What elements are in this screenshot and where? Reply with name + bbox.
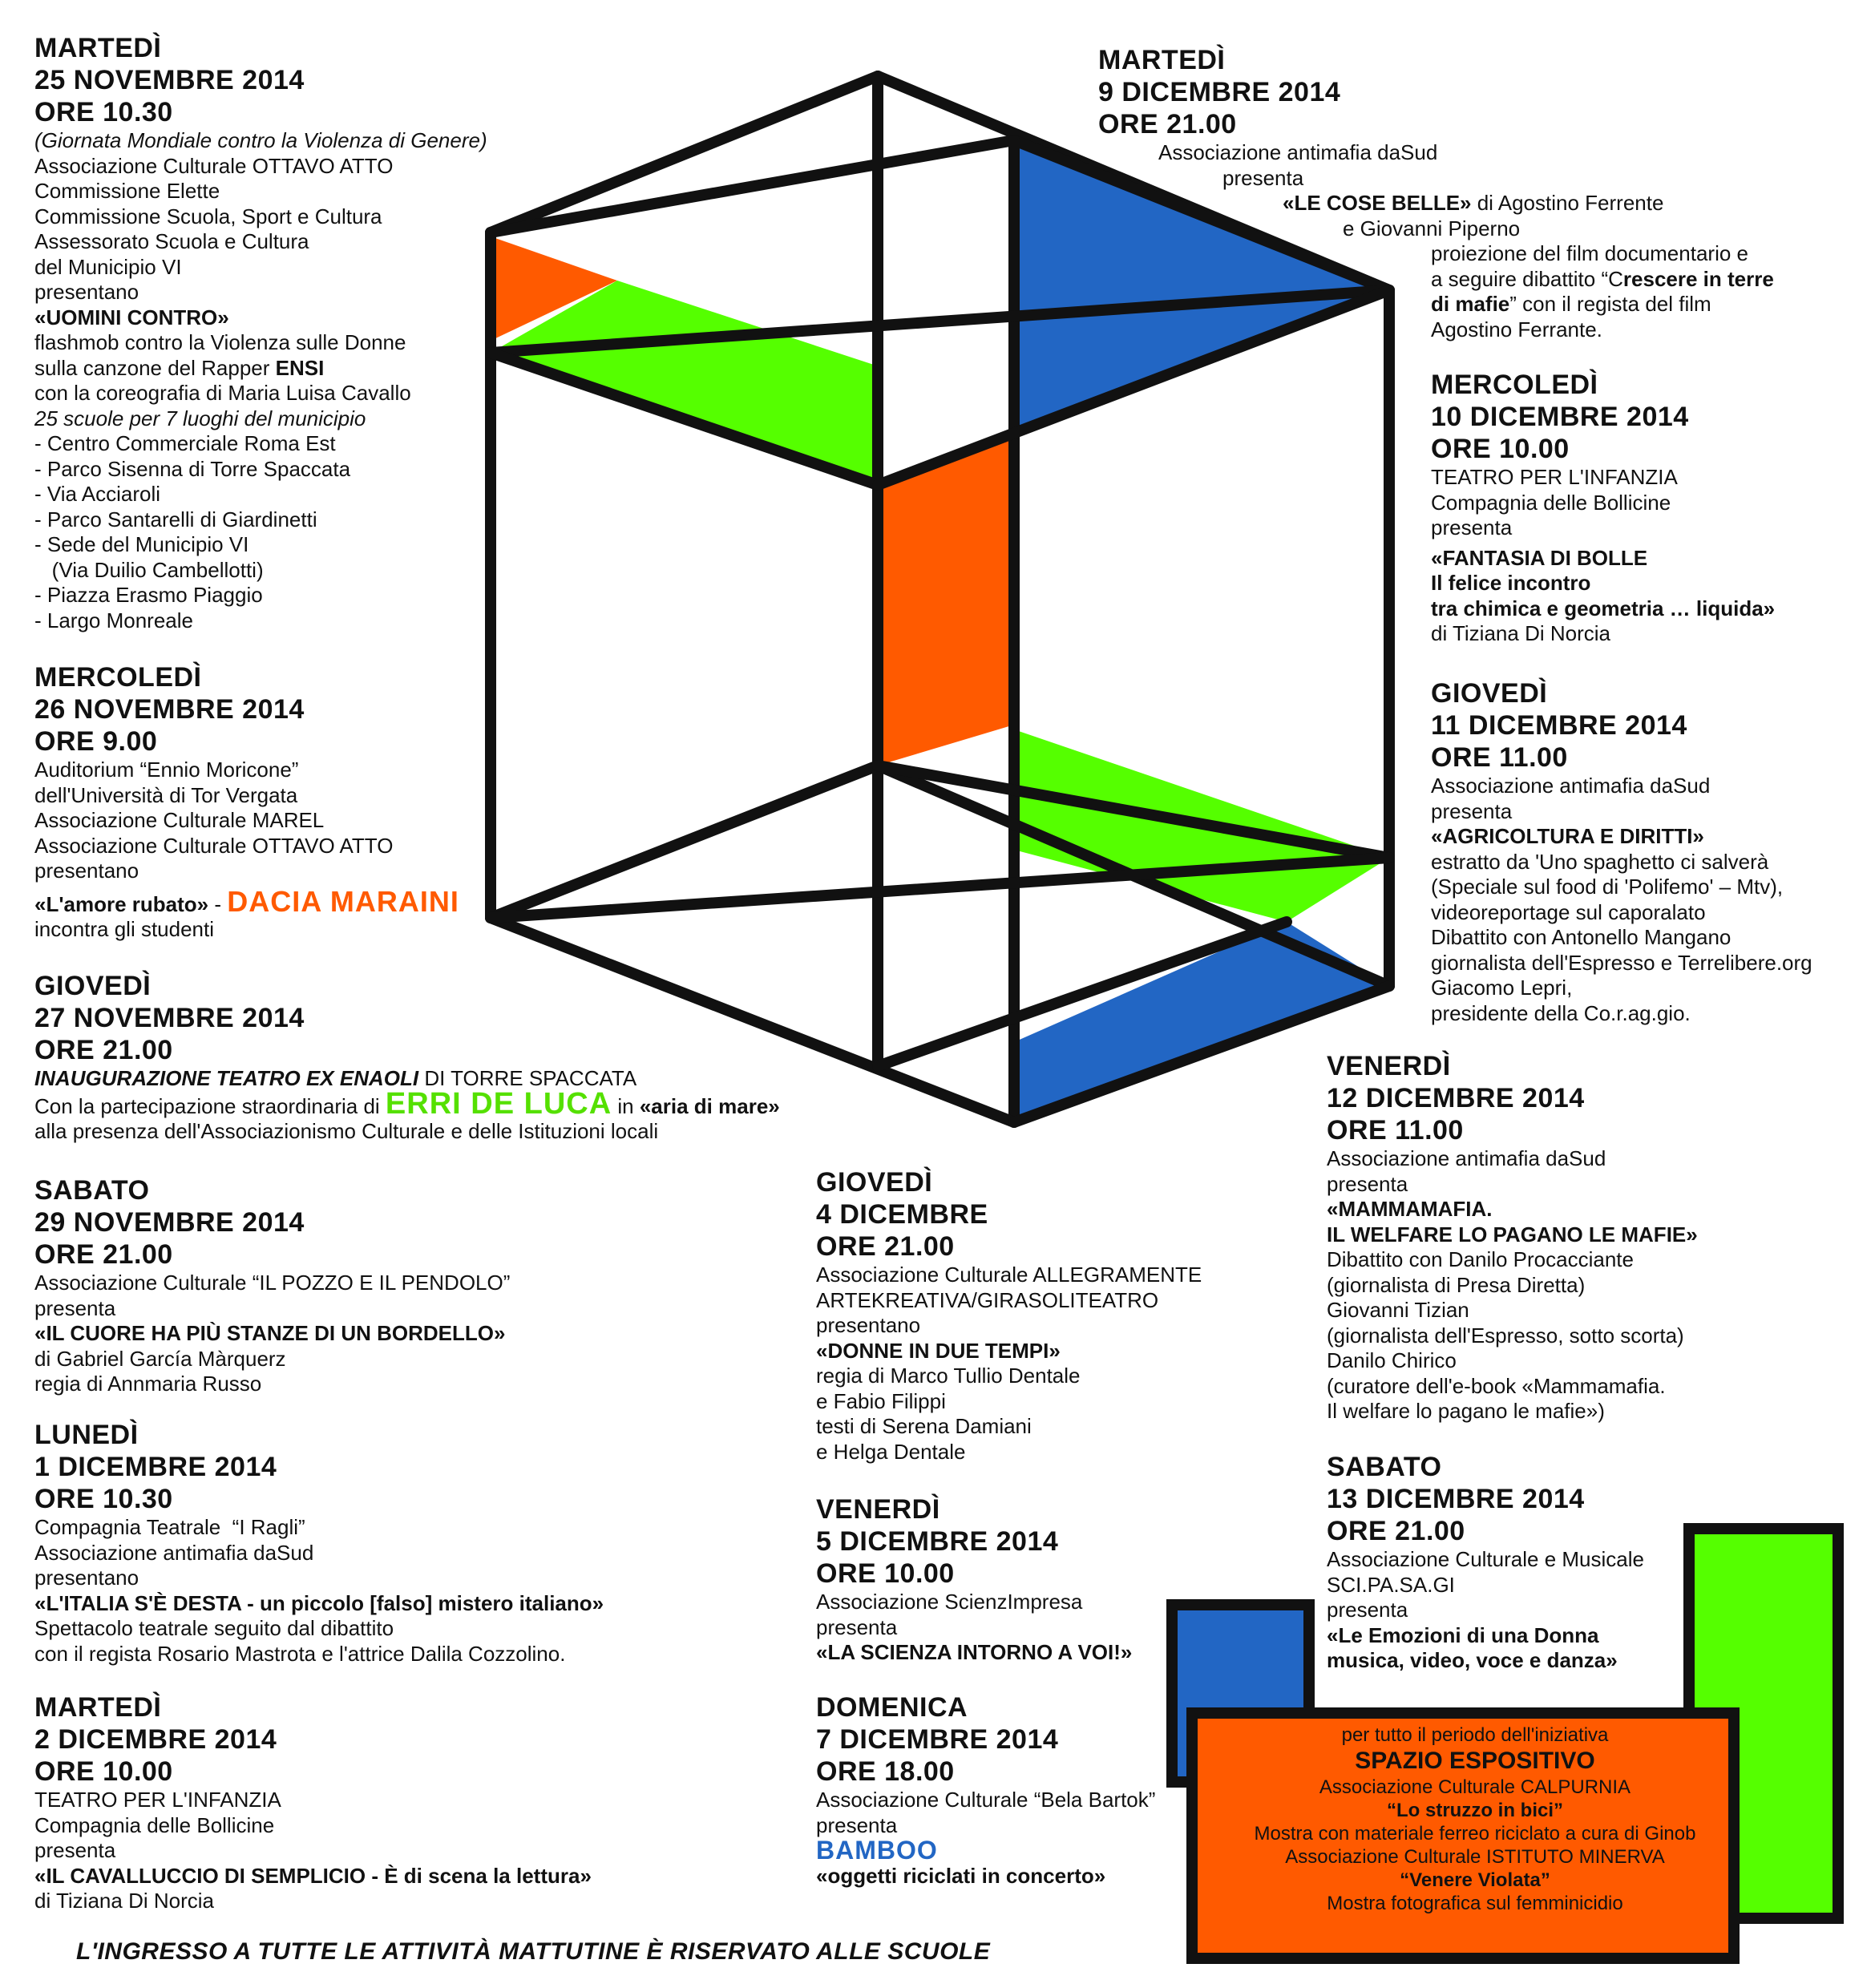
event-desc: ” con il regista del film xyxy=(1509,292,1711,316)
event-desc: con il regista Rosario Mastrota e l'attrice Dalila Cozzolino. xyxy=(34,1641,566,1666)
event-desc: Danilo Chirico xyxy=(1327,1348,1457,1372)
event-day: MERCOLEDÌ xyxy=(1431,370,1598,400)
place-item: (Via Duilio Cambellotti) xyxy=(34,557,264,582)
event-9-dic xyxy=(1098,44,1774,342)
expo-work-1: “Lo struzzo in bici” xyxy=(1387,1800,1563,1821)
event-10-dic xyxy=(1431,369,1775,647)
event-time: ORE 10.30 xyxy=(34,1484,173,1514)
orange-panel-center xyxy=(878,437,1012,766)
event-line: Compagnia delle Bollicine xyxy=(1431,490,1671,515)
event-title: «IL CUORE HA PIÙ STANZE DI UN BORDELLO» xyxy=(34,1321,506,1345)
event-line: presenta xyxy=(816,1614,898,1639)
event-title: «IL CAVALLUCCIO DI SEMPLICIO - È di scena la lettura» xyxy=(34,1863,592,1888)
event-desc: flashmob contro la Violenza sulle Donne xyxy=(34,330,406,354)
event-time: ORE 10.00 xyxy=(34,1756,173,1787)
event-title: «FANTASIA DI BOLLE xyxy=(1431,545,1648,570)
expo-desc-1: Mostra con materiale ferreo riciclato a cura di Ginob xyxy=(1254,1823,1696,1845)
event-line: presenta xyxy=(1327,1171,1408,1196)
event-desc: a seguire dibattito “C xyxy=(1431,266,1623,291)
event-desc: giornalista dell'Espresso e Terrelibere.org xyxy=(1431,950,1812,975)
event-2-dic xyxy=(34,1691,592,1914)
event-line: TEATRO PER L'INFANZIA xyxy=(1431,465,1678,489)
event-desc: Agostino Ferrante. xyxy=(1431,317,1602,341)
place-item: - Via Acciaroli xyxy=(34,482,161,506)
event-line: presenta xyxy=(1431,515,1513,539)
event-date: 12 DICEMBRE 2014 xyxy=(1327,1083,1585,1113)
event-time: ORE 21.00 xyxy=(34,1239,173,1270)
event-time: ORE 21.00 xyxy=(1327,1516,1465,1546)
event-title: «DONNE IN DUE TEMPI» xyxy=(816,1338,1061,1363)
event-date: 7 DICEMBRE 2014 xyxy=(816,1724,1059,1755)
event-desc: 25 scuole per 7 luoghi del municipio xyxy=(34,406,366,430)
event-line: Auditorium “Ennio Moricone” xyxy=(34,758,299,782)
event-time: ORE 18.00 xyxy=(816,1756,955,1787)
event-line: Compagnia delle Bollicine xyxy=(34,1812,275,1837)
event-title: «LA SCIENZA INTORNO A VOI!» xyxy=(816,1640,1133,1664)
event-title: tra chimica e geometria … liquida» xyxy=(1431,596,1776,620)
event-13-dic xyxy=(1327,1451,1644,1674)
event-date: 13 DICEMBRE 2014 xyxy=(1327,1484,1585,1514)
event-line: Commissione Scuola, Sport e Cultura xyxy=(34,204,382,228)
artist-name: ENSI xyxy=(275,355,325,380)
event-day: MARTEDÌ xyxy=(34,33,162,63)
event-title: «MAMMAMAFIA. xyxy=(1327,1197,1493,1221)
event-line: Associazione antimafia daSud xyxy=(1158,140,1438,164)
event-line: presenta xyxy=(1222,165,1304,190)
event-desc: e Helga Dentale xyxy=(816,1439,966,1464)
event-line: dell'Università di Tor Vergata xyxy=(34,782,298,807)
event-title: «LE COSE BELLE» xyxy=(1283,191,1472,215)
event-date: 9 DICEMBRE 2014 xyxy=(1098,77,1341,107)
event-line: SCI.PA.SA.GI xyxy=(1327,1572,1455,1597)
event-desc: sulla canzone del Rapper xyxy=(34,355,276,380)
event-day: LUNEDÌ xyxy=(34,1420,139,1450)
event-desc: regia di Annmaria Russo xyxy=(34,1372,262,1396)
event-line: del Municipio VI xyxy=(34,254,182,279)
event-12-dic xyxy=(1327,1050,1698,1424)
event-title: musica, video, voce e danza» xyxy=(1327,1648,1618,1672)
event-day: GIOVEDÌ xyxy=(1431,678,1548,709)
event-line: presentano xyxy=(34,280,139,304)
event-line: Associazione Culturale ALLEGRAMENTE xyxy=(816,1263,1202,1287)
event-line: e Giovanni Piperno xyxy=(1343,216,1521,240)
place-item: - Parco Santarelli di Giardinetti xyxy=(34,507,317,531)
event-line: Associazione antimafia daSud xyxy=(1327,1146,1606,1170)
event-line: presentano xyxy=(34,859,139,883)
event-line: presenta xyxy=(1327,1598,1408,1622)
event-title-after: DI TORRE SPACCATA xyxy=(418,1066,637,1090)
event-time: ORE 10.30 xyxy=(34,97,173,127)
event-time: ORE 9.00 xyxy=(34,726,158,757)
event-line: Assessorato Scuola e Cultura xyxy=(34,229,309,253)
event-time: ORE 11.00 xyxy=(1327,1115,1464,1146)
event-line: Associazione Culturale MAREL xyxy=(34,808,325,832)
expo-title: SPAZIO ESPOSITIVO xyxy=(1355,1748,1595,1774)
event-line: presentano xyxy=(34,1566,139,1590)
event-desc-bold: rescere in terre xyxy=(1622,266,1774,291)
event-desc: con la coreografia di Maria Luisa Cavallo xyxy=(34,381,411,405)
event-25-nov xyxy=(34,32,487,633)
event-desc: di Gabriel García Màrquerz xyxy=(34,1346,286,1371)
event-note: (Giornata Mondiale contro la Violenza di Genere) xyxy=(34,128,487,152)
event-desc: Giacomo Lepri, xyxy=(1431,976,1573,1000)
event-desc: regia di Marco Tullio Dentale xyxy=(816,1364,1081,1388)
event-day: SABATO xyxy=(1327,1452,1442,1482)
event-desc: testi di Serena Damiani xyxy=(816,1414,1032,1438)
event-date: 10 DICEMBRE 2014 xyxy=(1431,402,1689,432)
event-line: Commissione Elette xyxy=(34,179,220,203)
event-desc: Il welfare lo pagano le mafie») xyxy=(1327,1399,1605,1423)
event-line: Associazione Culturale “IL POZZO E IL PENDOLO” xyxy=(34,1271,511,1295)
event-line: Associazione ScienzImpresa xyxy=(816,1590,1083,1614)
event-title-after: di Agostino Ferrente xyxy=(1471,191,1664,215)
place-item: - Sede del Municipio VI xyxy=(34,532,249,556)
event-desc: (giornalista di Presa Diretta) xyxy=(1327,1272,1586,1297)
place-item: - Parco Sisenna di Torre Spaccata xyxy=(34,456,351,481)
event-date: 11 DICEMBRE 2014 xyxy=(1431,710,1687,741)
event-day: VENERDÌ xyxy=(816,1494,940,1525)
event-time: ORE 21.00 xyxy=(1098,109,1237,139)
event-time: ORE 11.00 xyxy=(1431,742,1568,773)
event-desc: presidente della Co.r.ag.gio. xyxy=(1431,1000,1691,1025)
event-line: Associazione Culturale OTTAVO ATTO xyxy=(34,153,394,178)
exhibition-block xyxy=(1202,1723,1748,1915)
event-5-dic xyxy=(816,1493,1132,1666)
event-27-nov xyxy=(34,970,780,1145)
event-29-nov xyxy=(34,1174,510,1397)
event-desc: (Speciale sul food di 'Polifemo' – Mtv), xyxy=(1431,875,1784,899)
event-title: «L'ITALIA S'È DESTA - un piccolo [falso] mistero italiano» xyxy=(34,1590,604,1615)
expo-work-2: “Venere Violata” xyxy=(1400,1869,1550,1891)
expo-org-1: Associazione Culturale CALPURNIA xyxy=(1319,1776,1631,1798)
place-item: - Largo Monreale xyxy=(34,608,193,632)
event-line: presenta xyxy=(1431,798,1513,823)
event-date: 25 NOVEMBRE 2014 xyxy=(34,65,305,95)
event-26-nov xyxy=(34,661,459,943)
event-desc: Con la partecipazione straordinaria di xyxy=(34,1093,386,1118)
event-desc: (giornalista dell'Espresso, sotto scorta) xyxy=(1327,1323,1684,1348)
event-title: «oggetti riciclati in concerto» xyxy=(816,1863,1106,1888)
event-desc: incontra gli studenti xyxy=(34,917,215,941)
event-line: presenta xyxy=(34,1295,116,1320)
event-time: ORE 21.00 xyxy=(34,1035,173,1065)
expo-desc-2: Mostra fotografica sul femminicidio xyxy=(1327,1893,1623,1914)
guest-name: DACIA MARAINI xyxy=(227,884,459,918)
guest-name: BAMBOO xyxy=(816,1836,938,1865)
event-desc: Spettacolo teatrale seguito dal dibattito xyxy=(34,1616,394,1640)
event-4-dic xyxy=(816,1166,1202,1465)
event-day: MARTEDÌ xyxy=(34,1692,162,1723)
event-line: Compagnia Teatrale “I Ragli” xyxy=(34,1515,305,1539)
event-date: 2 DICEMBRE 2014 xyxy=(34,1724,277,1755)
place-item: - Centro Commerciale Roma Est xyxy=(34,431,336,455)
event-11-dic xyxy=(1431,677,1812,1026)
event-day: GIOVEDÌ xyxy=(816,1167,933,1198)
event-desc: alla presenza dell'Associazionismo Culturale e delle Istituzioni locali xyxy=(34,1119,659,1143)
event-day: DOMENICA xyxy=(816,1692,968,1723)
event-desc: di Tiziana Di Norcia xyxy=(1431,621,1610,645)
event-line: Associazione antimafia daSud xyxy=(1431,774,1711,798)
event-desc: Giovanni Tizian xyxy=(1327,1298,1469,1322)
event-line: presentano xyxy=(816,1313,921,1337)
event-time: ORE 21.00 xyxy=(816,1231,955,1262)
event-desc: estratto da 'Uno spaghetto ci salverà xyxy=(1431,849,1769,874)
event-date: 29 NOVEMBRE 2014 xyxy=(34,1207,305,1238)
event-day: GIOVEDÌ xyxy=(34,971,152,1001)
event-7-dic xyxy=(816,1691,1155,1889)
footer-note: L'INGRESSO A TUTTE LE ATTIVITÀ MATTUTINE È RISERVATO ALLE SCUOLE xyxy=(76,1938,991,1965)
event-day: SABATO xyxy=(34,1175,150,1206)
event-desc: Dibattito con Danilo Procacciante xyxy=(1327,1247,1634,1271)
event-day: MARTEDÌ xyxy=(1098,45,1226,75)
guest-name: ERRI DE LUCA xyxy=(385,1086,612,1121)
event-date: 5 DICEMBRE 2014 xyxy=(816,1526,1059,1557)
event-title: INAUGURAZIONE TEATRO EX ENAOLI xyxy=(34,1066,419,1090)
event-line: Associazione Culturale e Musicale xyxy=(1327,1547,1644,1571)
event-time: ORE 10.00 xyxy=(816,1558,955,1589)
event-title: «UOMINI CONTRO» xyxy=(34,305,229,329)
event-line: presenta xyxy=(816,1812,898,1837)
event-date: 27 NOVEMBRE 2014 xyxy=(34,1003,305,1033)
event-day: VENERDÌ xyxy=(1327,1051,1451,1081)
event-desc: (curatore dell'e-book «Mammamafia. xyxy=(1327,1373,1666,1398)
event-title: «AGRICOLTURA E DIRITTI» xyxy=(1431,824,1704,848)
event-line: TEATRO PER L'INFANZIA xyxy=(34,1788,281,1812)
expo-intro: per tutto il periodo dell'iniziativa xyxy=(1341,1724,1609,1746)
event-date: 1 DICEMBRE 2014 xyxy=(34,1452,277,1482)
event-title: Il felice incontro xyxy=(1431,571,1591,595)
event-line: Associazione Culturale OTTAVO ATTO xyxy=(34,833,394,858)
event-desc: videoreportage sul caporalato xyxy=(1431,899,1706,924)
event-line: ARTEKREATIVA/GIRASOLITEATRO xyxy=(816,1287,1159,1312)
event-title: IL WELFARE LO PAGANO LE MAFIE» xyxy=(1327,1222,1698,1247)
event-1-dic xyxy=(34,1419,604,1667)
event-date: 26 NOVEMBRE 2014 xyxy=(34,694,305,725)
event-desc: di Tiziana Di Norcia xyxy=(34,1889,214,1913)
event-line: presenta xyxy=(34,1838,116,1862)
event-desc: e Fabio Filippi xyxy=(816,1388,946,1413)
event-title: «L'amore rubato» xyxy=(34,891,209,916)
event-line: Associazione Culturale “Bela Bartok” xyxy=(816,1788,1156,1812)
event-date: 4 DICEMBRE xyxy=(816,1199,988,1230)
event-desc: Dibattito con Antonello Mangano xyxy=(1431,925,1732,949)
place-item: - Piazza Erasmo Piaggio xyxy=(34,583,263,607)
show-title: «aria di mare» xyxy=(639,1093,780,1118)
separator: - xyxy=(208,891,228,916)
event-desc: proiezione del film documentario e xyxy=(1431,241,1748,265)
event-day: MERCOLEDÌ xyxy=(34,662,202,693)
event-desc-bold: di mafie xyxy=(1431,292,1510,316)
event-line: Associazione antimafia daSud xyxy=(34,1540,314,1565)
event-time: ORE 10.00 xyxy=(1431,434,1570,464)
event-title: «Le Emozioni di una Donna xyxy=(1327,1622,1599,1647)
event-desc: in xyxy=(612,1093,640,1118)
expo-org-2: Associazione Culturale ISTITUTO MINERVA xyxy=(1285,1846,1665,1868)
